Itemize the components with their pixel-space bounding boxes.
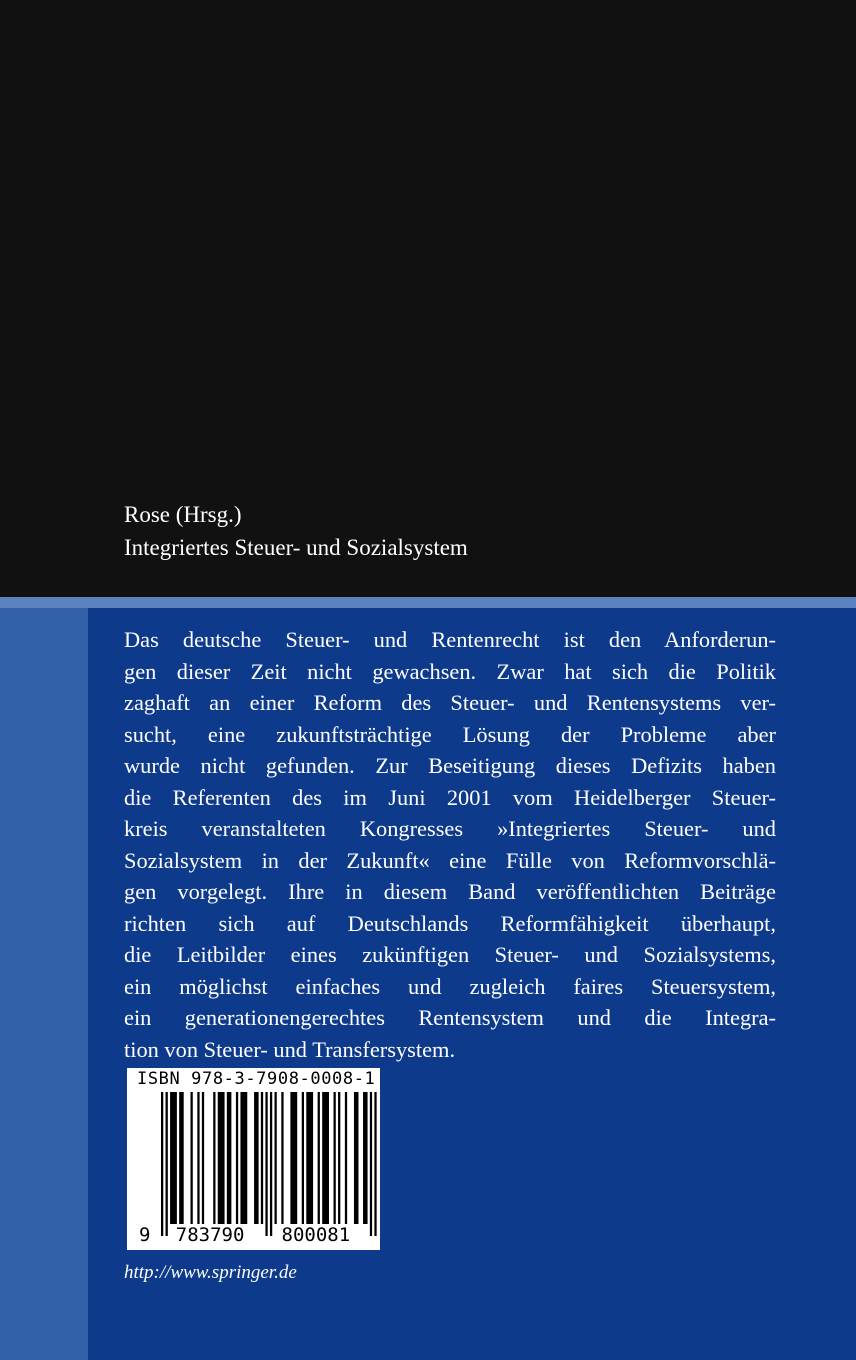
book-blurb bbox=[124, 624, 776, 1065]
barcode-bar bbox=[197, 1092, 199, 1224]
barcode-bar bbox=[161, 1092, 163, 1236]
blurb-line: gen vorgelegt. Ihre in diesem Band veröffentlichten Beiträge bbox=[124, 879, 776, 904]
barcode-bars bbox=[127, 1068, 380, 1250]
barcode-bar bbox=[338, 1092, 340, 1224]
blurb-line: gen dieser Zeit nicht gewachsen. Zwar hat sich die Politik bbox=[124, 658, 776, 684]
blurb-line: zaghaft an einer Reform des Steuer- und Rentensystems ver- bbox=[124, 690, 776, 715]
blurb-line: richten sich auf Deutschlands Reformfähigkeit überhaupt, bbox=[124, 910, 776, 936]
barcode-bar bbox=[202, 1092, 204, 1224]
barcode-bar bbox=[354, 1092, 359, 1224]
isbn-number: ISBN 978-3-7908-0008-1 bbox=[137, 1069, 376, 1089]
blurb-line: die Leitbilder eines zukünftigen Steuer- und Sozialsystems, bbox=[124, 942, 776, 967]
ean-left-group: 783790 bbox=[175, 1224, 245, 1246]
blurb-line: die Referenten des im Juni 2001 vom Heidelberger Steuer- bbox=[124, 784, 776, 810]
barcode-bar bbox=[302, 1092, 304, 1224]
barcode-bar bbox=[374, 1092, 376, 1236]
barcode-bar bbox=[166, 1092, 168, 1236]
publisher-url: http://www.springer.de bbox=[124, 1262, 297, 1283]
blurb-line: sucht, eine zukunftsträchtige Lösung der Probleme aber bbox=[124, 721, 776, 747]
barcode-bar bbox=[218, 1092, 225, 1224]
blurb-line: Sozialsystem in der Zukunft« eine Fülle von Reformvorschlä- bbox=[124, 847, 776, 873]
author-editor: Rose (Hrsg.) bbox=[124, 502, 242, 527]
barcode-bar bbox=[236, 1092, 238, 1224]
barcode-bar bbox=[370, 1092, 372, 1236]
barcode-bar bbox=[363, 1092, 368, 1224]
barcode-bar bbox=[270, 1092, 272, 1236]
left-color-strip bbox=[0, 608, 88, 1360]
ean-first-digit: 9 bbox=[139, 1224, 151, 1246]
blurb-line: Das deutsche Steuer- und Rentenrecht ist den Anforderun- bbox=[124, 627, 776, 652]
barcode-bar bbox=[261, 1092, 263, 1224]
barcode-bar bbox=[213, 1092, 215, 1224]
blurb-line: kreis veranstalteten Kongresses »Integriertes Steuer- und bbox=[124, 816, 776, 841]
barcode-bar bbox=[306, 1092, 313, 1224]
ean-digits bbox=[127, 1224, 380, 1248]
isbn-barcode bbox=[127, 1068, 380, 1250]
blurb-line: ein generationengerechtes Rentensystem und die Integra- bbox=[124, 1005, 776, 1030]
divider-band bbox=[0, 597, 856, 608]
barcode-bar bbox=[281, 1092, 283, 1224]
book-title: Integriertes Steuer- und Sozialsystem bbox=[124, 535, 468, 560]
barcode-bar bbox=[318, 1092, 320, 1224]
barcode-bar bbox=[179, 1092, 184, 1224]
blurb-line: ein möglichst einfaches und zugleich faires Steuersystem, bbox=[124, 973, 776, 999]
barcode-bar bbox=[290, 1092, 297, 1224]
ean-right-group: 800081 bbox=[281, 1224, 351, 1246]
barcode-bar bbox=[322, 1092, 329, 1224]
blurb-line: wurde nicht gefunden. Zur Beseitigung dieses Defizits haben bbox=[124, 753, 776, 778]
barcode-bar bbox=[170, 1092, 177, 1224]
barcode-bar bbox=[345, 1092, 347, 1224]
barcode-bar bbox=[334, 1092, 336, 1224]
barcode-bar bbox=[191, 1092, 193, 1224]
barcode-bar bbox=[240, 1092, 247, 1224]
barcode-bar bbox=[227, 1092, 232, 1224]
barcode-bar bbox=[275, 1092, 277, 1224]
blurb-line: tion von Steuer- und Transfersystem. bbox=[124, 1036, 456, 1062]
barcode-bar bbox=[254, 1092, 259, 1224]
barcode-bar bbox=[265, 1092, 267, 1236]
